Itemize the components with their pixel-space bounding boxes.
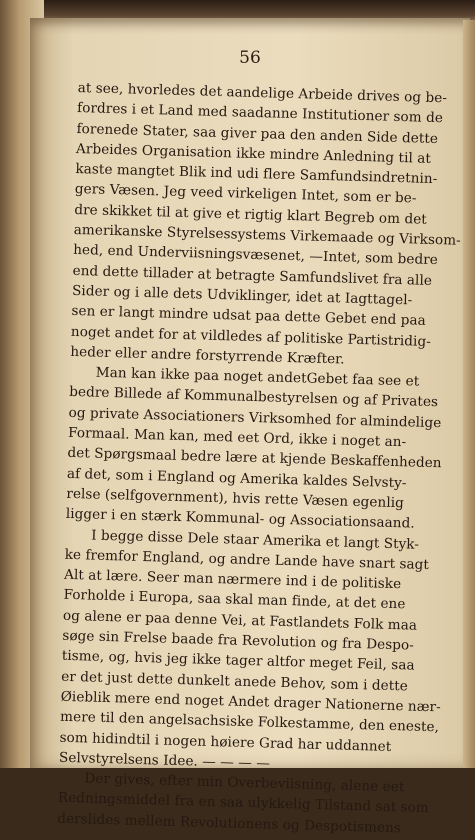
text-line: det Spørgsmaal bedre lære at kjende Beskaffenheden	[67, 445, 442, 472]
paragraph-start-line: I begge disse Dele staar Amerika et langt Styk-	[91, 527, 420, 553]
text-line: bedre Billede af Kommunalbestyrelsen og af Privates	[68, 384, 439, 411]
book-page	[30, 18, 470, 836]
text-line: forenede Stater, saa giver paa den anden Side dette	[76, 120, 439, 147]
text-line: at see, hvorledes det aandelige Arbeide drives og be-	[77, 79, 448, 107]
page-stack-edge	[463, 20, 475, 768]
page-number: 56	[239, 48, 261, 68]
text-line: amerikanske Styrelsessystems Virkemaade og Virksom-	[73, 222, 461, 249]
text-line: er det just dette dunkelt anede Behov, som i dette	[61, 668, 409, 695]
text-line: søge sin Frelse baade fra Revolution og fra Despo-	[62, 627, 415, 654]
text-line: og private Associationers Virksomhed for almindelige	[68, 404, 442, 432]
text-line: Alt at lære. Seer man nærmere ind i de politiske	[63, 566, 402, 593]
text-line: og alene er paa denne Vei, at Fastlandets Folk maa	[62, 607, 418, 634]
text-line: sen er langt mindre udsat paa dette Gebet end paa	[71, 303, 426, 330]
text-line: Redningsmiddel fra en saa ulykkelig Tilstand sat som	[57, 790, 430, 817]
text-line: noget andet for at vildledes af politiske Partistridig-	[70, 323, 432, 350]
text-line: ligger i en stærk Kommunal- og Associationsaand.	[65, 506, 415, 532]
text-line: derslides mellem Revolutionens og Despotismens	[57, 810, 402, 836]
text-line: af det, som i England og Amerika kaldes Selvsty-	[66, 465, 407, 491]
text-line: kaste mangtet Blik ind udi flere Samfundsindretnin-	[75, 161, 438, 188]
paragraph-start-line: Der gives, efter min Overbeviisning, alene eet	[84, 770, 405, 796]
text-line: Arbeides Organisation ikke mindre Anledning til at	[75, 140, 432, 167]
text-line: Formaal. Man kan, med eet Ord, ikke i noget an-	[67, 424, 407, 451]
text-line: heder eller andre forstyrrende Kræfter.	[70, 343, 345, 368]
text-line: fordres i et Land med saadanne Institutioner som de	[76, 100, 444, 127]
text-line: Forholde i Europa, saa skal man finde, at det ene	[63, 587, 406, 613]
text-line: Øieblik mere end noget Andet drager Nationerne nær-	[60, 688, 441, 716]
text-line: som hidindtil i nogen høiere Grad har uddannet	[59, 729, 392, 755]
text-line: hed, end Underviisningsvæsenet, —Intet, som bedre	[72, 242, 439, 269]
text-line: dre skikket til at give et rigtig klart Begreb om det	[74, 201, 428, 228]
paragraph-start-line: Man kan ikke paa noget andetGebet faa see et	[95, 364, 420, 390]
text-line: end dette tillader at betragte Samfundslivet fra alle	[72, 262, 433, 289]
text-line: tisme, og, hvis jeg ikke tager altfor meget Feil, saa	[61, 648, 415, 674]
text-line: gers Væsen. Jeg veed virkeligen Intet, som er be-	[74, 181, 417, 207]
body-text	[57, 78, 475, 840]
text-line: mere til den angelsachsiske Folkestamme, den eneste,	[59, 708, 440, 736]
text-line: ke fremfor England, og andre Lande have snart sagt	[64, 546, 430, 573]
text-line: Sider og i alle dets Udviklinger, idet at Iagttagel-	[71, 282, 413, 309]
text-line: Selvstyrelsens Idee. — — — —	[58, 749, 271, 772]
text-line: relse (selfgovernment), hvis rette Væsen egenlig	[66, 485, 405, 512]
